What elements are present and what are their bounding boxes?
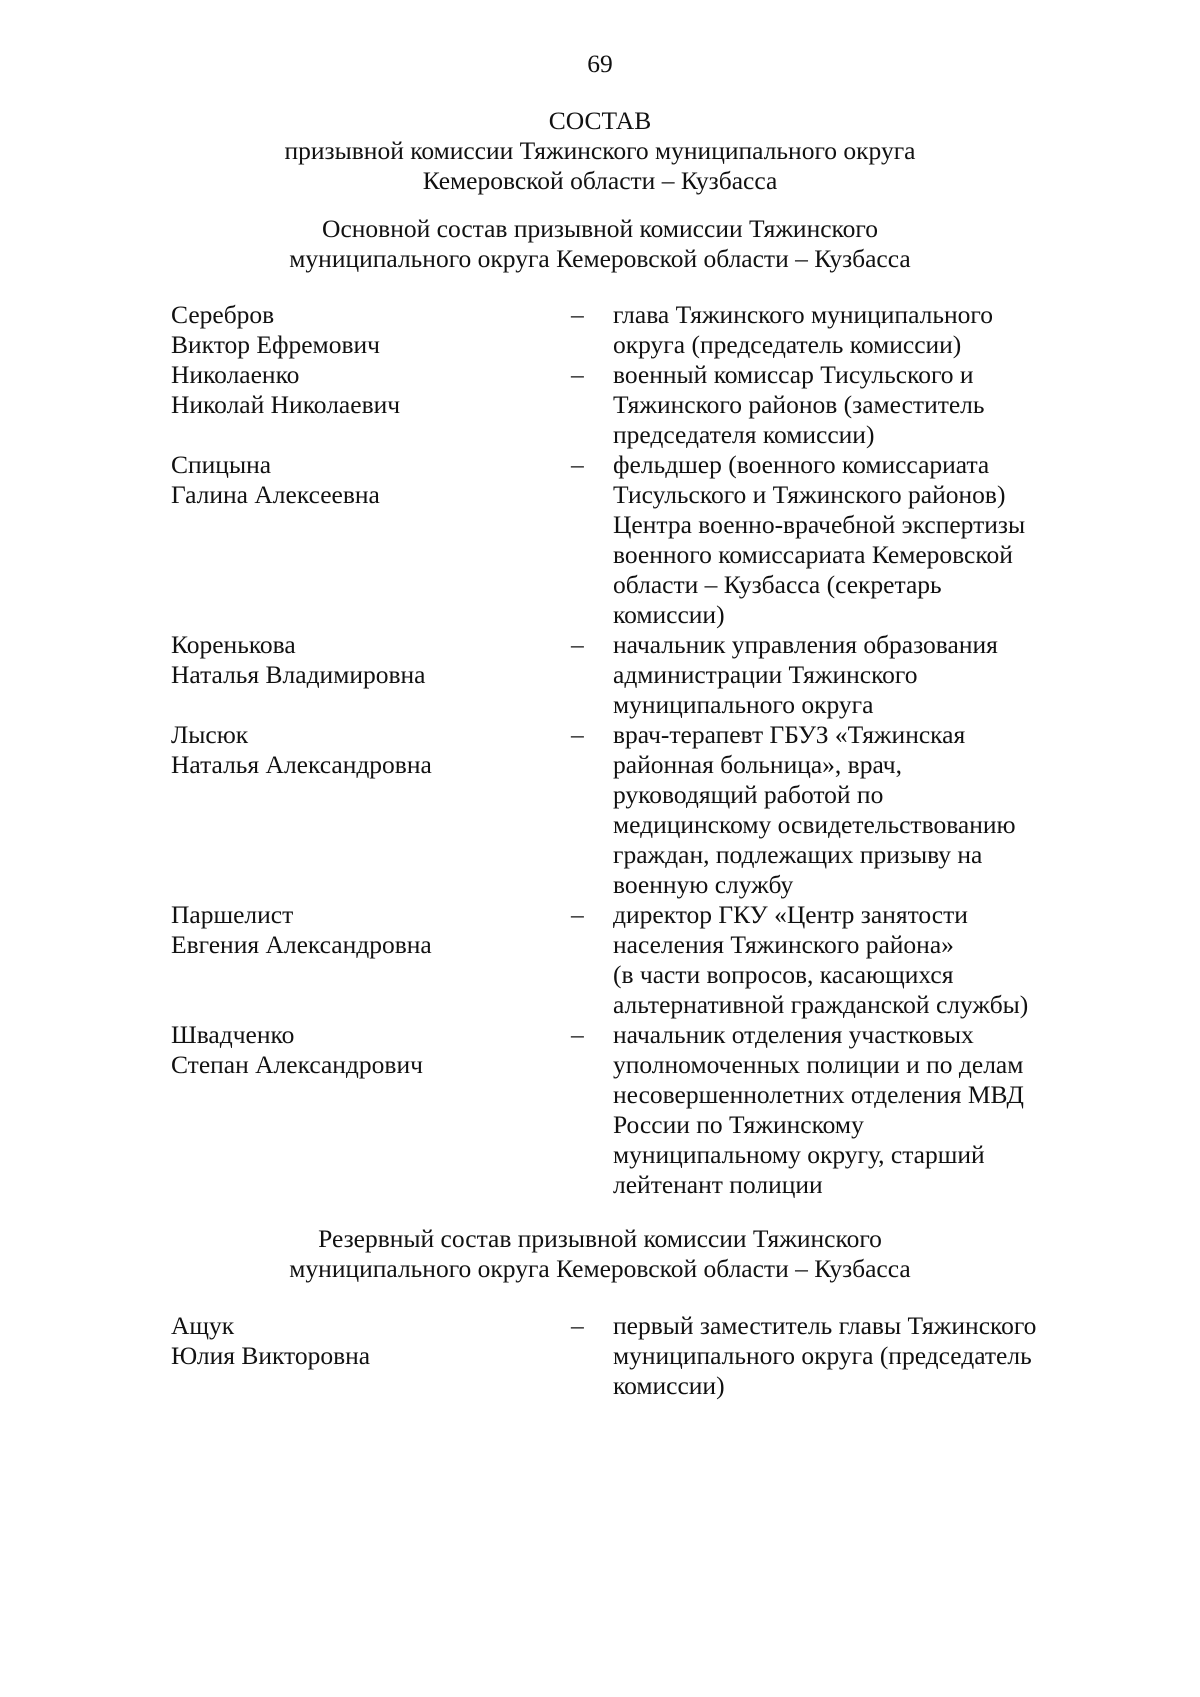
- member-given-names: Николай Николаевич: [171, 390, 401, 419]
- member-role-line: Тисульского и Тяжинского районов): [613, 480, 1006, 509]
- member-surname: Николаенко: [171, 360, 300, 389]
- member-role-line: лейтенант полиции: [613, 1170, 823, 1199]
- member-surname: Лысюк: [171, 720, 249, 749]
- member-name: [171, 1020, 571, 1200]
- member-name: [171, 450, 571, 630]
- member-list-main: [0, 300, 1200, 1200]
- member-role-line: начальник отделения участковых: [613, 1020, 974, 1049]
- member-role-line: начальник управления образования: [613, 630, 998, 659]
- document-title: СОСТАВ: [548, 106, 652, 135]
- member-surname: Спицына: [171, 450, 272, 479]
- page-number: 69: [587, 49, 613, 78]
- section-heading-line: муниципального округа Кемеровской области – Кузбасса: [289, 244, 911, 273]
- member-dash: –: [571, 360, 584, 389]
- section-heading-line: Основной состав призывной комиссии Тяжинского: [322, 214, 878, 243]
- member-given-names: Виктор Ефремович: [171, 330, 380, 359]
- member-given-names: Наталья Александровна: [171, 750, 432, 779]
- member-role-line: фельдшер (военного комиссариата: [613, 450, 990, 479]
- member-role-line: альтернативной гражданской службы): [613, 990, 1029, 1019]
- member-role-line: России по Тяжинскому: [613, 1110, 864, 1139]
- member-name: [171, 900, 571, 1020]
- member-role: [613, 720, 1200, 900]
- member-entry: [0, 720, 1200, 900]
- member-dash: –: [571, 450, 584, 479]
- member-role-line: Тяжинского районов (заместитель: [613, 390, 985, 419]
- member-role: [613, 300, 1200, 360]
- member-role-line: муниципального округа (председатель: [613, 1341, 1032, 1370]
- member-role-line: уполномоченных полиции и по делам: [613, 1050, 1024, 1079]
- section-heading-main: [0, 214, 1200, 274]
- member-given-names: Юлия Викторовна: [171, 1341, 371, 1370]
- member-entry: [0, 1020, 1200, 1200]
- member-name: [171, 360, 571, 450]
- member-surname: Паршелист: [171, 900, 294, 929]
- member-role-line: населения Тяжинского района»: [613, 930, 954, 959]
- member-entry: [0, 360, 1200, 450]
- section-heading-line: муниципального округа Кемеровской области – Кузбасса: [289, 1254, 911, 1283]
- member-given-names: Евгения Александровна: [171, 930, 432, 959]
- member-role: [613, 900, 1200, 1020]
- member-name: [171, 630, 571, 720]
- member-role-line: директор ГКУ «Центр занятости: [613, 900, 968, 929]
- member-role-line: медицинскому освидетельствованию: [613, 810, 1016, 839]
- member-role-line: несовершеннолетних отделения МВД: [613, 1080, 1024, 1109]
- member-dash: –: [571, 630, 584, 659]
- member-list-reserve: [0, 1311, 1200, 1401]
- member-dash: –: [571, 720, 584, 749]
- subtitle-line: Кемеровской области – Кузбасса: [422, 166, 778, 195]
- member-dash: –: [571, 1020, 584, 1049]
- member-entry: [0, 300, 1200, 360]
- member-surname: Коренькова: [171, 630, 296, 659]
- section-heading-reserve: [0, 1224, 1200, 1284]
- member-surname: Серебров: [171, 300, 275, 329]
- member-role-line: председателя комиссии): [613, 420, 875, 449]
- section-heading-line: Резервный состав призывной комиссии Тяжинского: [318, 1224, 882, 1253]
- member-role: [613, 630, 1200, 720]
- member-name: [171, 300, 571, 360]
- member-role-line: комиссии): [613, 600, 725, 629]
- member-role-line: глава Тяжинского муниципального: [613, 300, 993, 329]
- member-surname: Ащук: [171, 1311, 235, 1340]
- member-surname: Швадченко: [171, 1020, 295, 1049]
- member-dash: –: [571, 1311, 584, 1340]
- member-role-line: военный комиссар Тисульского и: [613, 360, 974, 389]
- member-role-line: военного комиссариата Кемеровской: [613, 540, 1013, 569]
- member-role-line: районная больница», врач,: [613, 750, 902, 779]
- member-entry: [0, 900, 1200, 1020]
- member-role-line: области – Кузбасса (секретарь: [613, 570, 942, 599]
- member-name: [171, 1311, 571, 1401]
- member-role-line: военную службу: [613, 870, 794, 899]
- document-subtitle: [0, 136, 1200, 196]
- member-entry: [0, 630, 1200, 720]
- member-name: [171, 720, 571, 900]
- member-role-line: муниципальному округу, старший: [613, 1140, 985, 1169]
- member-dash: –: [571, 900, 584, 929]
- member-role: [613, 360, 1200, 450]
- member-role-line: (в части вопросов, касающихся: [613, 960, 954, 989]
- member-role-line: муниципального округа: [613, 690, 874, 719]
- member-role-line: администрации Тяжинского: [613, 660, 918, 689]
- member-role-line: руководящий работой по: [613, 780, 884, 809]
- member-role-line: комиссии): [613, 1371, 725, 1400]
- member-role-line: граждан, подлежащих призыву на: [613, 840, 983, 869]
- member-role: [613, 1020, 1200, 1200]
- member-entry: [0, 1311, 1200, 1401]
- member-dash: –: [571, 300, 584, 329]
- member-role-line: первый заместитель главы Тяжинского: [613, 1311, 1037, 1340]
- member-role-line: врач-терапевт ГБУЗ «Тяжинская: [613, 720, 966, 749]
- member-given-names: Галина Алексеевна: [171, 480, 380, 509]
- member-entry: [0, 450, 1200, 630]
- member-given-names: Степан Александрович: [171, 1050, 423, 1079]
- member-given-names: Наталья Владимировна: [171, 660, 426, 689]
- member-role-line: Центра военно-врачебной экспертизы: [613, 510, 1026, 539]
- member-role: [613, 1311, 1200, 1401]
- member-role-line: округа (председатель комиссии): [613, 330, 962, 359]
- member-role: [613, 450, 1200, 630]
- subtitle-line: призывной комиссии Тяжинского муниципального округа: [284, 136, 916, 165]
